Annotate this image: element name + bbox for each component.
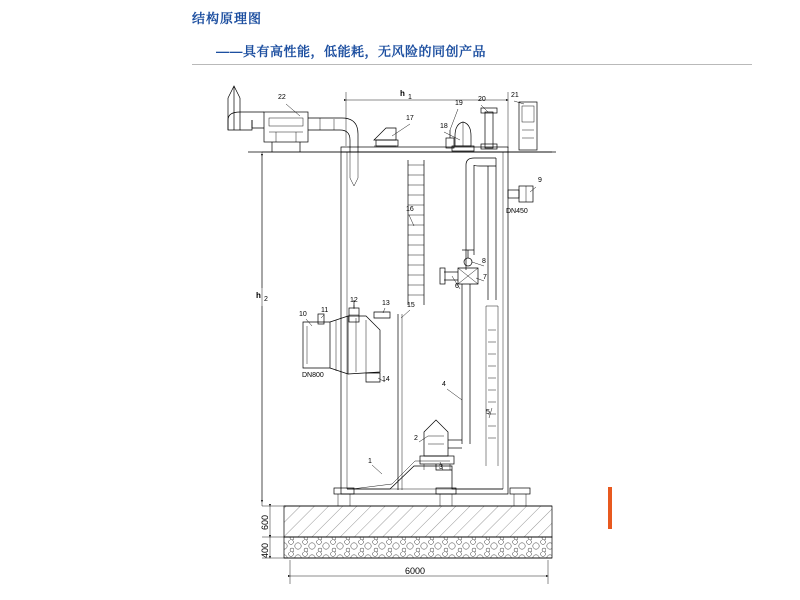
top-duct-assembly	[228, 86, 358, 186]
right-riser-pipe	[440, 158, 496, 444]
callout-16: 16	[406, 206, 414, 213]
callout-14: 14	[382, 376, 390, 383]
callout-7: 7	[483, 274, 487, 281]
svg-text:6000: 6000	[405, 566, 426, 576]
leader-lines	[286, 101, 536, 474]
callout-18: 18	[440, 123, 448, 130]
dimension-400	[260, 537, 286, 558]
callout-9: 9	[538, 177, 542, 184]
callout-8: 8	[482, 258, 486, 265]
callout-3: 3	[439, 464, 443, 471]
page-subtitle: ——具有高性能，低能耗，无风险的同创产品	[216, 44, 487, 59]
callout-15: 15	[407, 302, 415, 309]
dimension-600	[260, 506, 286, 537]
callout-2: 2	[414, 435, 418, 442]
callout-19: 19	[455, 100, 463, 107]
vessel-supports	[334, 488, 530, 506]
callout-5: 5	[486, 409, 490, 416]
interior-baffle	[486, 306, 498, 466]
pump-assembly	[420, 420, 462, 470]
internal-ladder	[408, 160, 424, 305]
callout-10: 10	[299, 311, 307, 318]
callout-21: 21	[511, 92, 519, 99]
dn800-inlet	[303, 314, 380, 374]
callout-13: 13	[382, 300, 390, 307]
ground-slab	[284, 506, 552, 558]
top-nozzles	[374, 102, 537, 151]
dimension-6000	[290, 560, 548, 584]
callout-11: 11	[321, 307, 329, 314]
callout-1: 1	[368, 458, 372, 465]
svg-text:2: 2	[264, 296, 268, 303]
dn450-nozzle	[508, 186, 533, 202]
dn800-label: DN800	[302, 372, 324, 379]
callout-22: 22	[278, 94, 286, 101]
svg-text:h: h	[256, 291, 261, 300]
svg-text:h: h	[400, 89, 405, 98]
callout-6: 6	[455, 283, 459, 290]
dn450-label: DN450	[506, 208, 528, 215]
svg-text:1: 1	[408, 94, 412, 101]
callout-17: 17	[406, 115, 414, 122]
svg-text:600: 600	[260, 514, 270, 530]
page-title: 结构原理图	[192, 11, 263, 26]
callout-4: 4	[442, 381, 446, 388]
callout-numbers	[278, 92, 542, 471]
dimension-h2	[256, 152, 340, 506]
svg-text:400: 400	[260, 542, 270, 558]
callout-12: 12	[350, 297, 358, 304]
callout-20: 20	[478, 96, 486, 103]
side-fittings	[349, 300, 402, 490]
